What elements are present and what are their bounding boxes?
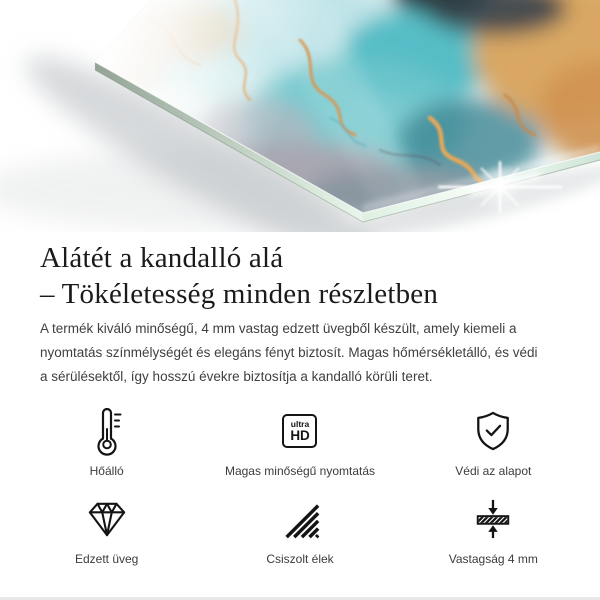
page-title-line1: Alátét a kandalló alá bbox=[40, 242, 284, 274]
thickness-icon bbox=[472, 493, 514, 545]
features-grid bbox=[0, 405, 600, 567]
feature-print-quality bbox=[203, 405, 396, 479]
thermometer-icon bbox=[92, 405, 122, 457]
feature-protects-base bbox=[397, 405, 590, 479]
product-description: A termék kiváló minőségű, 4 mm vastag edzett üvegből készült, amely kiemeli a nyomtatás színmélységét és elegáns fényt biztosít. Magas hőmérsékletálló, és védi a sérülésektől, így hosszú évekre biztosítja a kandalló körüli teret. bbox=[40, 321, 538, 384]
diamond-icon bbox=[86, 493, 128, 545]
ultra-hd-icon bbox=[282, 405, 317, 457]
polished-edges-icon bbox=[279, 493, 321, 545]
page-title bbox=[40, 240, 560, 312]
feature-thickness bbox=[397, 493, 590, 567]
ultra-hd-icon-text-top: ultra bbox=[290, 419, 310, 429]
feature-polished-edges bbox=[203, 493, 396, 567]
feature-tempered-glass bbox=[10, 493, 203, 567]
feature-label: Csiszolt élek bbox=[266, 552, 334, 566]
shield-check-icon bbox=[474, 405, 512, 457]
page-title-line2: – Tökéletesség minden részletben bbox=[40, 278, 439, 310]
feature-label: Edzett üveg bbox=[74, 552, 139, 566]
feature-label: Vastagság 4 mm bbox=[448, 552, 538, 566]
product-image bbox=[0, 0, 600, 232]
feature-heat-resistant bbox=[10, 405, 203, 479]
feature-label: Hőálló bbox=[89, 464, 124, 478]
glass-panel-illustration bbox=[0, 0, 600, 232]
feature-label: Védi az alapot bbox=[455, 464, 532, 478]
feature-label: Magas minőségű nyomtatás bbox=[224, 464, 376, 478]
ultra-hd-icon-text-bottom: HD bbox=[290, 428, 310, 443]
